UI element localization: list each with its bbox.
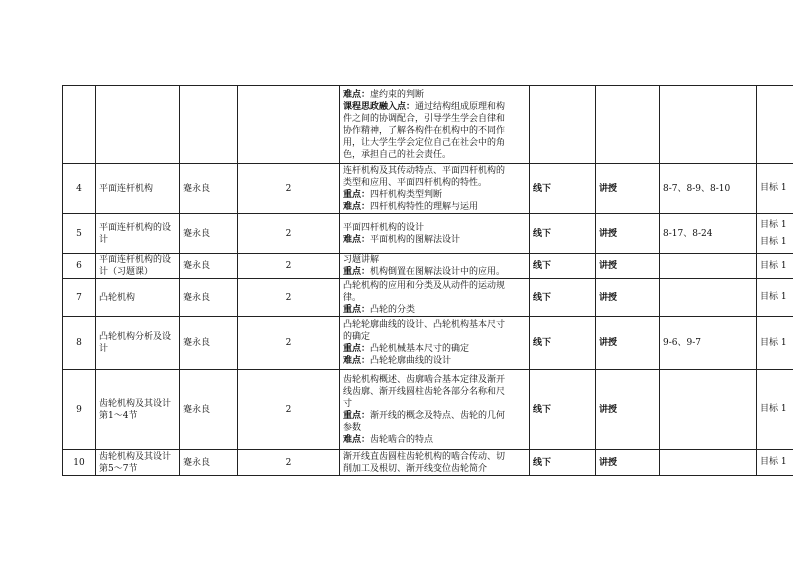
content-label: 难点： (343, 234, 371, 245)
content-text: 机构倒置在图解法设计中的应用。 (370, 267, 506, 277)
teacher-name: 蹇永良 (180, 450, 238, 476)
goal-item: 目标 1 (760, 183, 787, 193)
teaching-method (596, 86, 660, 164)
content-text: 平面机构的图解法设计 (370, 234, 461, 245)
content-label: 重点： (343, 267, 371, 277)
lesson-content (340, 317, 530, 370)
table-body (63, 86, 793, 476)
teacher-name: 蹇永良 (180, 370, 238, 450)
content-label: 重点： (343, 304, 371, 315)
content-label: 重点： (343, 189, 371, 200)
goal-item: 目标 1 (760, 260, 787, 271)
lesson-content (340, 86, 530, 164)
lesson-hours: 2 (238, 450, 340, 476)
content-text: 平面四杆机构的设计 (343, 222, 425, 233)
lesson-number: 9 (63, 370, 96, 450)
teacher-name: 蹇永良 (180, 317, 238, 370)
homework-items (660, 370, 757, 450)
lesson-title: 齿轮机构及其设计 第1～4节 (96, 370, 180, 450)
table-row (63, 370, 793, 450)
content-line (343, 463, 526, 475)
content-text: 线齿廓、渐开线圆柱齿轮各部分名称和尺 (343, 386, 506, 397)
table-row (63, 214, 793, 254)
content-line (343, 422, 526, 434)
course-goals (757, 214, 793, 254)
content-line (343, 234, 526, 246)
lesson-title: 凸轮机构 (96, 279, 180, 317)
content-line (343, 189, 526, 201)
lesson-content (340, 450, 530, 476)
course-goals (757, 279, 793, 317)
lesson-number: 4 (63, 164, 96, 214)
homework-items (660, 279, 757, 317)
content-line (343, 434, 526, 446)
content-line (343, 137, 526, 149)
content-line (343, 201, 526, 213)
lesson-content (340, 214, 530, 254)
content-text: 四杆机构特性的理解与运用 (370, 201, 479, 212)
lesson-hours: 2 (238, 370, 340, 450)
content-text: 凸轮机械基本尺寸的确定 (370, 344, 470, 354)
content-line (343, 254, 526, 266)
teaching-mode: 线下 (530, 450, 596, 476)
lesson-hours: 2 (238, 164, 340, 214)
homework-items: 9-6、9-7 (660, 317, 757, 370)
content-line (343, 410, 526, 422)
content-text: 齿轮啮合的特点 (370, 434, 434, 445)
lesson-number: 5 (63, 214, 96, 254)
teaching-method: 讲授 (596, 370, 660, 450)
lesson-content (340, 279, 530, 317)
teacher-name (180, 86, 238, 164)
lesson-hours: 2 (238, 279, 340, 317)
lesson-number: 8 (63, 317, 96, 370)
content-text: 虚约束的判断 (370, 89, 425, 100)
content-line (343, 292, 526, 304)
teaching-mode: 线下 (530, 317, 596, 370)
goal-item: 目标 1 (760, 404, 787, 414)
content-text: 凸轮机构的应用和分类及从动件的运动规 (343, 280, 506, 291)
course-goals (757, 254, 793, 279)
teacher-name: 蹇永良 (180, 164, 238, 214)
content-text: 通过结构组成原理和构 (415, 101, 506, 112)
content-text: 四杆机构类型判断 (370, 189, 443, 200)
teaching-method: 讲授 (596, 164, 660, 214)
table-row (63, 317, 793, 370)
teaching-mode (530, 86, 596, 164)
homework-items (660, 86, 757, 164)
content-line (343, 125, 526, 137)
content-text: 协作精神，了解各构件在机构中的不同作 (343, 125, 506, 136)
teaching-mode: 线下 (530, 254, 596, 279)
content-text: 参数 (343, 422, 362, 433)
content-label: 难点： (343, 201, 371, 212)
goal-item: 目标 1 (760, 292, 787, 302)
homework-items (660, 450, 757, 476)
content-label: 难点： (343, 434, 371, 445)
teacher-name: 蹇永良 (180, 214, 238, 254)
lesson-content (340, 254, 530, 279)
content-line (343, 222, 526, 234)
goal-item: 目标 1 (760, 457, 787, 467)
lesson-hours: 2 (238, 317, 340, 370)
content-line (343, 101, 526, 113)
content-line (343, 451, 526, 463)
content-line (343, 165, 526, 177)
content-line (343, 319, 526, 331)
teacher-name: 蹇永良 (180, 254, 238, 279)
table-row (63, 86, 793, 164)
content-line (343, 304, 526, 316)
content-text: 削加工及根切、渐开线变位齿轮简介 (343, 463, 488, 474)
content-text: 凸轮轮廓曲线的设计、凸轮机构基本尺寸 (343, 320, 506, 330)
content-text: 凸轮轮廓曲线的设计 (370, 356, 452, 366)
content-label: 重点： (343, 344, 371, 354)
teaching-mode: 线下 (530, 214, 596, 254)
content-label: 难点： (343, 89, 371, 100)
content-line (343, 266, 526, 278)
course-goals (757, 86, 793, 164)
content-label: 课程思政融入点： (343, 101, 416, 112)
content-text: 用，让大学生学会定位自己在社会中的角 (343, 137, 506, 148)
lesson-title: 平面连杆机构的设计 (96, 214, 180, 254)
teaching-method: 讲授 (596, 254, 660, 279)
lesson-number: 10 (63, 450, 96, 476)
lesson-title: 平面连杆机构的设计（习题课） (96, 254, 180, 279)
content-line (343, 89, 526, 101)
teaching-mode: 线下 (530, 279, 596, 317)
content-text: 件之间的协调配合，引导学生学会自律和 (343, 113, 506, 124)
lesson-number: 7 (63, 279, 96, 317)
teaching-method: 讲授 (596, 214, 660, 254)
lesson-title: 平面连杆机构 (96, 164, 180, 214)
content-text: 类型和应用、平面四杆机构的特性。 (343, 177, 488, 188)
lesson-hours: 2 (238, 214, 340, 254)
content-line (343, 343, 526, 355)
goal-item: 目标 1 (760, 219, 787, 230)
content-text: 的确定 (343, 332, 371, 342)
homework-items: 8-7、8-9、8-10 (660, 164, 757, 214)
table-row (63, 164, 793, 214)
lesson-content (340, 164, 530, 214)
lesson-title (96, 86, 180, 164)
teaching-mode: 线下 (530, 164, 596, 214)
teacher-name: 蹇永良 (180, 279, 238, 317)
homework-items: 8-17、8-24 (660, 214, 757, 254)
table-row (63, 450, 793, 476)
course-schedule-table (62, 85, 793, 476)
content-line (343, 280, 526, 292)
content-text: 色，承担自己的社会责任。 (343, 149, 452, 160)
content-line (343, 398, 526, 410)
content-line (343, 177, 526, 189)
teaching-method: 讲授 (596, 317, 660, 370)
course-goals (757, 370, 793, 450)
content-label: 难点： (343, 356, 371, 366)
content-text: 寸 (343, 398, 353, 409)
content-text: 齿轮机构概述、齿廓啮合基本定律及渐开 (343, 374, 506, 385)
teaching-method: 讲授 (596, 450, 660, 476)
content-line (343, 331, 526, 343)
content-label: 重点： (343, 410, 371, 421)
table-row (63, 279, 793, 317)
goal-item: 目标 1 (760, 337, 787, 348)
teaching-method: 讲授 (596, 279, 660, 317)
lesson-hours (238, 86, 340, 164)
content-text: 渐开线的概念及特点、齿轮的几何 (370, 410, 506, 421)
content-line (343, 386, 526, 398)
content-text: 凸轮的分类 (370, 304, 416, 315)
course-goals (757, 164, 793, 214)
lesson-hours: 2 (238, 254, 340, 279)
content-line (343, 355, 526, 367)
content-line (343, 113, 526, 125)
homework-items (660, 254, 757, 279)
content-line (343, 149, 526, 161)
goal-item: 目标 1 (760, 236, 787, 247)
lesson-title: 齿轮机构及其设计 第5～7节 (96, 450, 180, 476)
lesson-number (63, 86, 96, 164)
table-row (63, 254, 793, 279)
content-text: 律。 (343, 292, 362, 303)
lesson-title: 凸轮机构分析及设计 (96, 317, 180, 370)
lesson-content (340, 370, 530, 450)
content-text: 习题讲解 (343, 255, 380, 265)
content-text: 渐开线直齿圆柱齿轮机构的啮合传动、切 (343, 451, 506, 462)
lesson-number: 6 (63, 254, 96, 279)
teaching-mode: 线下 (530, 370, 596, 450)
course-goals (757, 450, 793, 476)
content-line (343, 374, 526, 386)
content-text: 连杆机构及其传动特点、平面四杆机构的 (343, 165, 506, 176)
course-goals (757, 317, 793, 370)
